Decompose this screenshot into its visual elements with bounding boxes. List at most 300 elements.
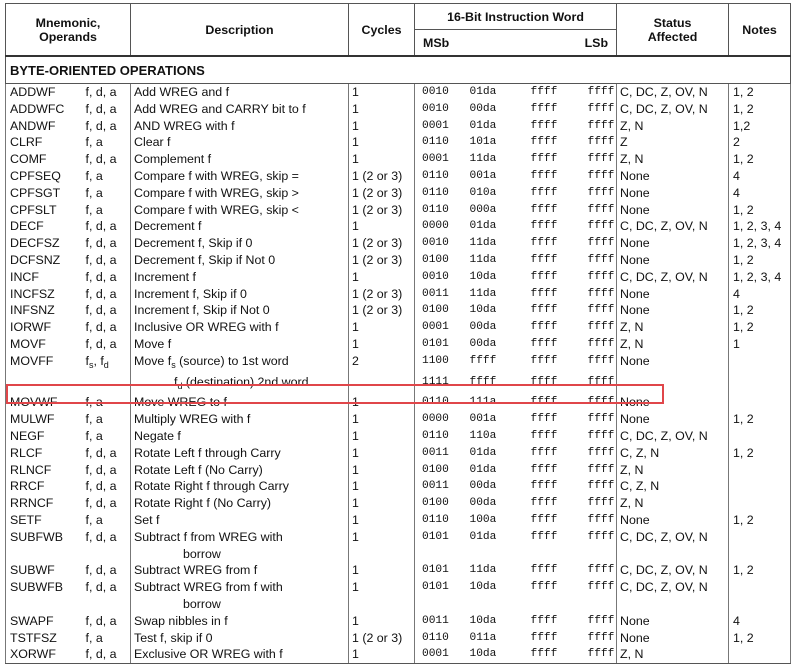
status-cell: C, DC, Z, OV, N	[617, 579, 729, 596]
description-cell	[131, 353, 349, 374]
operand-fd-sub: d	[103, 359, 109, 370]
opcode-msb-cell: 0010	[415, 84, 465, 101]
opcode-lsb-cell: ffff	[587, 237, 615, 250]
notes-cell: 4	[729, 168, 791, 185]
opcode-cell: ffff	[530, 429, 558, 442]
mnemonic-cell: SWAPF	[6, 613, 82, 630]
opcode-msb-cell: 0110	[415, 168, 465, 185]
description-cell: Swap nibbles in f	[131, 613, 349, 630]
notes-cell: 4	[729, 613, 791, 630]
mnemonic-cell: MOVWF	[6, 394, 82, 411]
cycles-cell: 1	[349, 562, 415, 579]
mnemonic-cell: INFSNZ	[6, 302, 82, 319]
table-row	[6, 185, 791, 202]
opcode-lsb-cell: ffff	[587, 153, 615, 166]
mnemonic-cell: CPFSEQ	[6, 168, 82, 185]
cycles-cell	[349, 374, 415, 395]
table-row	[6, 118, 791, 135]
cycles-cell: 1	[349, 512, 415, 529]
status-cell: C, DC, Z, OV, N	[617, 84, 729, 101]
opcode-lsb-cell: ffff	[587, 564, 615, 577]
desc-line2-pre: f	[174, 374, 178, 389]
opcode-cell	[465, 546, 517, 563]
opcode-cell: 00da	[469, 480, 497, 493]
notes-cell: 1, 2, 3, 4	[729, 235, 791, 252]
status-cell: C, DC, Z, OV, N	[617, 428, 729, 445]
status-cell: C, DC, Z, OV, N	[617, 529, 729, 546]
status-cell: Z, N	[617, 646, 729, 663]
opcode-msb-cell: 0001	[415, 319, 465, 336]
header-cycles: Cycles	[349, 4, 415, 57]
operands-cell: f, d, a	[85, 320, 117, 335]
cycles-cell: 1	[349, 151, 415, 168]
table-row-continuation	[6, 546, 791, 563]
mnemonic-cell: CPFSLT	[6, 202, 82, 219]
operands-cell: f, a	[85, 168, 103, 183]
notes-cell: 1, 2	[729, 512, 791, 529]
table-row-continuation	[6, 374, 791, 395]
opcode-cell: 11da	[469, 253, 497, 266]
table-row	[6, 218, 791, 235]
opcode-msb-cell: 0011	[415, 286, 465, 303]
opcode-cell: 10da	[469, 581, 497, 594]
operands-cell: f, d, a	[85, 479, 117, 494]
opcode-cell	[517, 546, 570, 563]
table-row	[6, 202, 791, 219]
description-cell: Decrement f	[131, 218, 349, 235]
opcode-cell: 001a	[469, 169, 497, 182]
operands-cell: f, d, a	[82, 646, 131, 663]
opcode-cell: 101a	[469, 136, 497, 149]
operands-cell: f, d, a	[85, 85, 117, 99]
cycles-cell: 1	[349, 579, 415, 596]
header-notes: Notes	[729, 4, 791, 57]
status-cell: None	[617, 302, 729, 319]
table-row	[6, 445, 791, 462]
opcode-cell: 001a	[469, 413, 497, 426]
opcode-lsb-cell: ffff	[587, 119, 615, 132]
opcode-cell: ffff	[530, 304, 558, 317]
opcode-msb-cell: 0101	[415, 336, 465, 353]
operand-sep: ,	[93, 353, 101, 368]
opcode-cell: 11da	[469, 153, 497, 166]
instruction-set-table	[5, 3, 791, 664]
opcode-msb-cell	[415, 596, 465, 613]
opcode-msb-cell: 0001	[415, 151, 465, 168]
table-row	[6, 302, 791, 319]
opcode-lsb-cell: ffff	[587, 287, 615, 300]
header-status-affected	[617, 4, 729, 57]
opcode-cell: ffff	[530, 513, 558, 526]
table-row	[6, 252, 791, 269]
description-cell: Clear f	[131, 134, 349, 151]
description-cell: Compare f with WREG, skip >	[131, 185, 349, 202]
opcode-lsb-cell: ffff	[587, 631, 615, 644]
opcode-msb-cell: 0001	[415, 646, 465, 663]
description-cell: Decrement f, Skip if Not 0	[131, 252, 349, 269]
operands-cell: f, d, a	[85, 219, 117, 234]
description-cell: Compare f with WREG, skip =	[131, 168, 349, 185]
table-row	[6, 613, 791, 630]
notes-cell: 4	[729, 185, 791, 202]
opcode-msb-cell: 0110	[415, 512, 465, 529]
table-row	[6, 562, 791, 579]
mnemonic-cell: XORWF	[6, 646, 82, 663]
mnemonic-cell: DCFSNZ	[6, 252, 82, 269]
cycles-cell: 1	[349, 134, 415, 151]
cycles-cell: 1	[349, 336, 415, 353]
notes-cell: 2	[729, 134, 791, 151]
cycles-cell: 2	[349, 353, 415, 374]
description-cell: Compare f with WREG, skip <	[131, 202, 349, 219]
status-cell: Z, N	[617, 336, 729, 353]
notes-cell	[729, 478, 791, 495]
opcode-lsb-cell: ffff	[587, 530, 615, 543]
opcode-cell: ffff	[530, 564, 558, 577]
opcode-cell: 10da	[469, 304, 497, 317]
opcode-msb-cell: 0011	[415, 478, 465, 495]
notes-cell: 1, 2	[729, 252, 791, 269]
opcode-lsb-cell: ffff	[587, 86, 615, 98]
opcode-lsb-cell: ffff	[570, 646, 617, 663]
cycles-cell	[349, 596, 415, 613]
opcode-msb-cell: 0100	[415, 252, 465, 269]
operands-cell: f, d, a	[85, 580, 117, 595]
cycles-cell: 1 (2 or 3)	[349, 302, 415, 319]
opcode-cell: 11da	[469, 237, 497, 250]
mnemonic-cell: MULWF	[6, 411, 82, 428]
mnemonic-cell: INCF	[6, 269, 82, 286]
status-cell: C, Z, N	[617, 478, 729, 495]
section-title: BYTE-ORIENTED OPERATIONS	[6, 56, 791, 84]
description-cell: Rotate Left f through Carry	[131, 445, 349, 462]
operands-cell: f, a	[85, 412, 103, 427]
table-row	[6, 84, 791, 101]
opcode-lsb-cell: ffff	[587, 497, 615, 510]
mnemonic-cell	[6, 596, 82, 613]
opcode-cell: 01da	[469, 463, 497, 476]
opcode-cell: ffff	[530, 581, 558, 594]
mnemonic-cell: CPFSGT	[6, 185, 82, 202]
description-cell: Rotate Right f (No Carry)	[131, 495, 349, 512]
opcode-msb-cell: 1100	[415, 353, 465, 374]
opcode-msb-cell: 0100	[415, 462, 465, 479]
mnemonic-cell: SUBWF	[6, 562, 82, 579]
desc-continuation: borrow	[183, 596, 221, 611]
opcode-lsb-cell: ffff	[587, 354, 615, 367]
notes-cell	[729, 646, 791, 663]
opcode-lsb-cell: ffff	[587, 169, 615, 182]
description-cell: Complement f	[131, 151, 349, 168]
opcode-cell	[465, 596, 517, 613]
opcode-cell: 11da	[469, 287, 497, 300]
opcode-cell: 01da	[469, 446, 497, 459]
opcode-cell: 01da	[469, 220, 497, 233]
operands-cell: f, d, a	[85, 445, 117, 460]
opcode-lsb-cell: ffff	[587, 429, 615, 442]
notes-cell	[729, 462, 791, 479]
opcode-msb-cell: 1111	[415, 374, 465, 395]
opcode-cell: ffff	[530, 237, 558, 250]
status-cell: None	[617, 235, 729, 252]
opcode-cell: 01da	[469, 530, 497, 543]
header-lsb: LSb	[584, 35, 609, 50]
notes-cell	[729, 529, 791, 546]
status-cell: None	[617, 411, 729, 428]
operands-cell: f, a	[85, 395, 103, 410]
mnemonic-cell: IORWF	[6, 319, 82, 336]
description-cell: Decrement f, Skip if 0	[131, 235, 349, 252]
mnemonic-cell: MOVF	[6, 336, 82, 353]
opcode-msb-cell: 0100	[415, 302, 465, 319]
opcode-cell: 100a	[469, 513, 497, 526]
status-cell: None	[617, 394, 729, 411]
table-row	[6, 286, 791, 303]
description-cell	[131, 374, 349, 395]
cycles-cell: 1	[349, 445, 415, 462]
operands-cell: f, d, a	[85, 462, 117, 477]
opcode-cell: ffff	[530, 480, 558, 493]
opcode-msb-cell: 0010	[415, 101, 465, 118]
status-cell: C, DC, Z, OV, N	[617, 269, 729, 286]
status-cell: None	[617, 286, 729, 303]
opcode-cell: ffff	[530, 321, 558, 334]
status-cell: Z, N	[617, 462, 729, 479]
notes-cell: 1, 2	[729, 151, 791, 168]
mnemonic-cell: SUBWFB	[6, 579, 82, 596]
opcode-cell: ffff	[530, 446, 558, 459]
operands-cell	[82, 596, 131, 613]
opcode-lsb-cell: ffff	[587, 581, 615, 594]
cycles-cell: 1 (2 or 3)	[349, 630, 415, 647]
cycles-cell: 1	[349, 319, 415, 336]
opcode-lsb-cell: ffff	[587, 463, 615, 476]
table-row	[6, 428, 791, 445]
description-cell: Increment f	[131, 269, 349, 286]
notes-cell	[729, 353, 791, 374]
cycles-cell: 1	[349, 218, 415, 235]
opcode-msb-cell: 0011	[415, 613, 465, 630]
description-cell: Rotate Left f (No Carry)	[131, 462, 349, 479]
mnemonic-cell: TSTFSZ	[6, 630, 82, 647]
opcode-msb-cell: 0100	[415, 495, 465, 512]
opcode-cell: 010a	[469, 186, 497, 199]
desc-line1-sub: s	[171, 359, 176, 370]
mnemonic-cell: ADDWF	[6, 84, 82, 101]
opcode-lsb-cell: ffff	[587, 136, 615, 149]
operands-cell: f, d, a	[85, 563, 117, 578]
desc-continuation: borrow	[183, 546, 221, 561]
opcode-lsb-cell: ffff	[587, 102, 615, 115]
header-instruction-word: 16-Bit Instruction Word	[415, 4, 617, 30]
opcode-cell: ffff	[530, 220, 558, 233]
opcode-lsb-cell: ffff	[587, 186, 615, 199]
opcode-cell: 10da	[469, 614, 497, 627]
status-cell: None	[617, 630, 729, 647]
description-cell: Rotate Right f through Carry	[131, 478, 349, 495]
operands-cell	[82, 546, 131, 563]
opcode-cell: ffff	[530, 102, 558, 115]
cycles-cell: 1	[349, 411, 415, 428]
operands-cell: f, d, a	[85, 252, 117, 267]
opcode-msb-cell: 0110	[415, 428, 465, 445]
operands-cell	[82, 374, 131, 395]
cycles-cell: 1 (2 or 3)	[349, 185, 415, 202]
opcode-cell: ffff	[530, 530, 558, 543]
opcode-cell: 111a	[469, 396, 497, 409]
opcode-cell: 00da	[469, 321, 497, 334]
opcode-msb-cell: 0110	[415, 202, 465, 219]
status-cell	[617, 374, 729, 395]
table-row	[6, 512, 791, 529]
notes-cell	[729, 579, 791, 596]
cycles-cell: 1	[349, 495, 415, 512]
opcode-cell: 00da	[469, 102, 497, 115]
cycles-cell: 1 (2 or 3)	[349, 252, 415, 269]
operands-cell: f, a	[85, 135, 103, 150]
operands-cell: f, d, a	[85, 496, 117, 511]
opcode-lsb-cell: ffff	[587, 337, 615, 350]
table-row	[6, 269, 791, 286]
mnemonic-cell: RLNCF	[6, 462, 82, 479]
table-row	[6, 235, 791, 252]
opcode-msb-cell: 0010	[415, 269, 465, 286]
operands-cell: f, d, a	[85, 269, 117, 284]
opcode-cell: 10da	[465, 646, 517, 663]
operands-cell: f, a	[85, 428, 103, 443]
opcode-cell: ffff	[530, 354, 558, 367]
table-row	[6, 646, 791, 663]
status-cell: None	[617, 512, 729, 529]
notes-cell	[729, 495, 791, 512]
description-cell: Negate f	[131, 428, 349, 445]
notes-cell	[729, 374, 791, 395]
mnemonic-cell: SETF	[6, 512, 82, 529]
mnemonic-cell: COMF	[6, 151, 82, 168]
desc-line1-pre: Move f	[134, 353, 172, 368]
opcode-msb-cell: 0010	[415, 235, 465, 252]
mnemonic-cell: CLRF	[6, 134, 82, 151]
notes-cell: 1, 2	[729, 101, 791, 118]
cycles-cell: 1	[349, 84, 415, 101]
operands-cell: f, a	[85, 512, 103, 527]
description-cell	[131, 596, 349, 613]
cycles-cell: 1	[349, 269, 415, 286]
description-cell: Increment f, Skip if Not 0	[131, 302, 349, 319]
operands-cell: f, d, a	[85, 529, 117, 544]
operands-cell: f, d, a	[85, 613, 117, 628]
operands-cell: f, a	[85, 185, 103, 200]
opcode-cell: ffff	[469, 354, 497, 367]
opcode-cell: 01da	[469, 119, 497, 132]
opcode-lsb-cell	[570, 546, 617, 563]
opcode-msb-cell	[415, 546, 465, 563]
opcode-cell: ffff	[530, 396, 558, 409]
cycles-cell: 1	[349, 462, 415, 479]
table-row	[6, 394, 791, 411]
cycles-cell: 1 (2 or 3)	[349, 168, 415, 185]
cycles-cell: 1	[349, 613, 415, 630]
opcode-msb-cell: 0011	[415, 445, 465, 462]
opcode-cell: 011a	[469, 631, 497, 644]
opcode-lsb-cell: ffff	[587, 220, 615, 233]
opcode-cell: 11da	[469, 564, 497, 577]
notes-cell: 1,2	[729, 118, 791, 135]
status-cell: Z	[617, 134, 729, 151]
status-cell: None	[617, 613, 729, 630]
header-mnemonic-operands	[6, 4, 131, 57]
header-msb: MSb	[423, 35, 450, 50]
mnemonic-cell: NEGF	[6, 428, 82, 445]
header-mnemonic: Mnemonic,	[35, 15, 101, 30]
opcode-cell: ffff	[530, 169, 558, 182]
opcode-lsb-cell: ffff	[587, 304, 615, 317]
table-row	[6, 319, 791, 336]
mnemonic-cell: RLCF	[6, 445, 82, 462]
opcode-cell: ffff	[530, 375, 558, 388]
opcode-cell: 01da	[469, 86, 497, 98]
opcode-msb-cell: 0110	[415, 630, 465, 647]
opcode-cell: ffff	[530, 413, 558, 426]
notes-cell: 1, 2, 3, 4	[729, 218, 791, 235]
opcode-cell	[517, 596, 570, 613]
cycles-cell: 1	[349, 394, 415, 411]
opcode-cell: 110a	[469, 429, 497, 442]
header-msb-lsb	[415, 30, 617, 57]
status-cell: None	[617, 168, 729, 185]
opcode-cell: 10da	[469, 270, 497, 283]
opcode-lsb-cell: ffff	[587, 203, 615, 216]
cycles-cell: 1	[349, 101, 415, 118]
desc-line2-post: (destination) 2nd word	[182, 374, 309, 389]
opcode-msb-cell: 0000	[415, 411, 465, 428]
opcode-lsb-cell: ffff	[587, 396, 615, 409]
status-cell	[617, 546, 729, 563]
opcode-cell: 00da	[469, 337, 497, 350]
notes-cell: 1	[729, 336, 791, 353]
opcode-cell: ffff	[530, 186, 558, 199]
table-row	[6, 630, 791, 647]
status-cell: Z, N	[617, 151, 729, 168]
opcode-cell: ffff	[530, 270, 558, 283]
opcode-msb-cell: 0101	[415, 529, 465, 546]
mnemonic-cell: MOVFF	[6, 353, 82, 374]
operands-cell: f, d, a	[85, 101, 117, 116]
notes-cell: 1, 2	[729, 202, 791, 219]
status-cell: C, DC, Z, OV, N	[617, 562, 729, 579]
notes-cell: 1, 2	[729, 302, 791, 319]
status-cell: Z, N	[617, 118, 729, 135]
opcode-cell: ffff	[530, 203, 558, 216]
status-cell: Z, N	[617, 495, 729, 512]
cycles-cell: 1	[349, 478, 415, 495]
notes-cell	[729, 596, 791, 613]
notes-cell: 1, 2	[729, 319, 791, 336]
opcode-lsb-cell: ffff	[587, 375, 615, 388]
opcode-cell: 000a	[469, 203, 497, 216]
opcode-cell: ffff	[530, 86, 558, 98]
operand-fd: f	[100, 353, 104, 368]
opcode-lsb-cell	[570, 596, 617, 613]
opcode-cell: ffff	[530, 119, 558, 132]
opcode-msb-cell: 0110	[415, 185, 465, 202]
opcode-cell: ffff	[530, 287, 558, 300]
desc-line2-sub: d	[177, 380, 183, 391]
opcode-cell: 00da	[469, 497, 497, 510]
description-cell	[131, 546, 349, 563]
opcode-msb-cell: 0110	[415, 394, 465, 411]
description-cell: AND WREG with f	[131, 118, 349, 135]
